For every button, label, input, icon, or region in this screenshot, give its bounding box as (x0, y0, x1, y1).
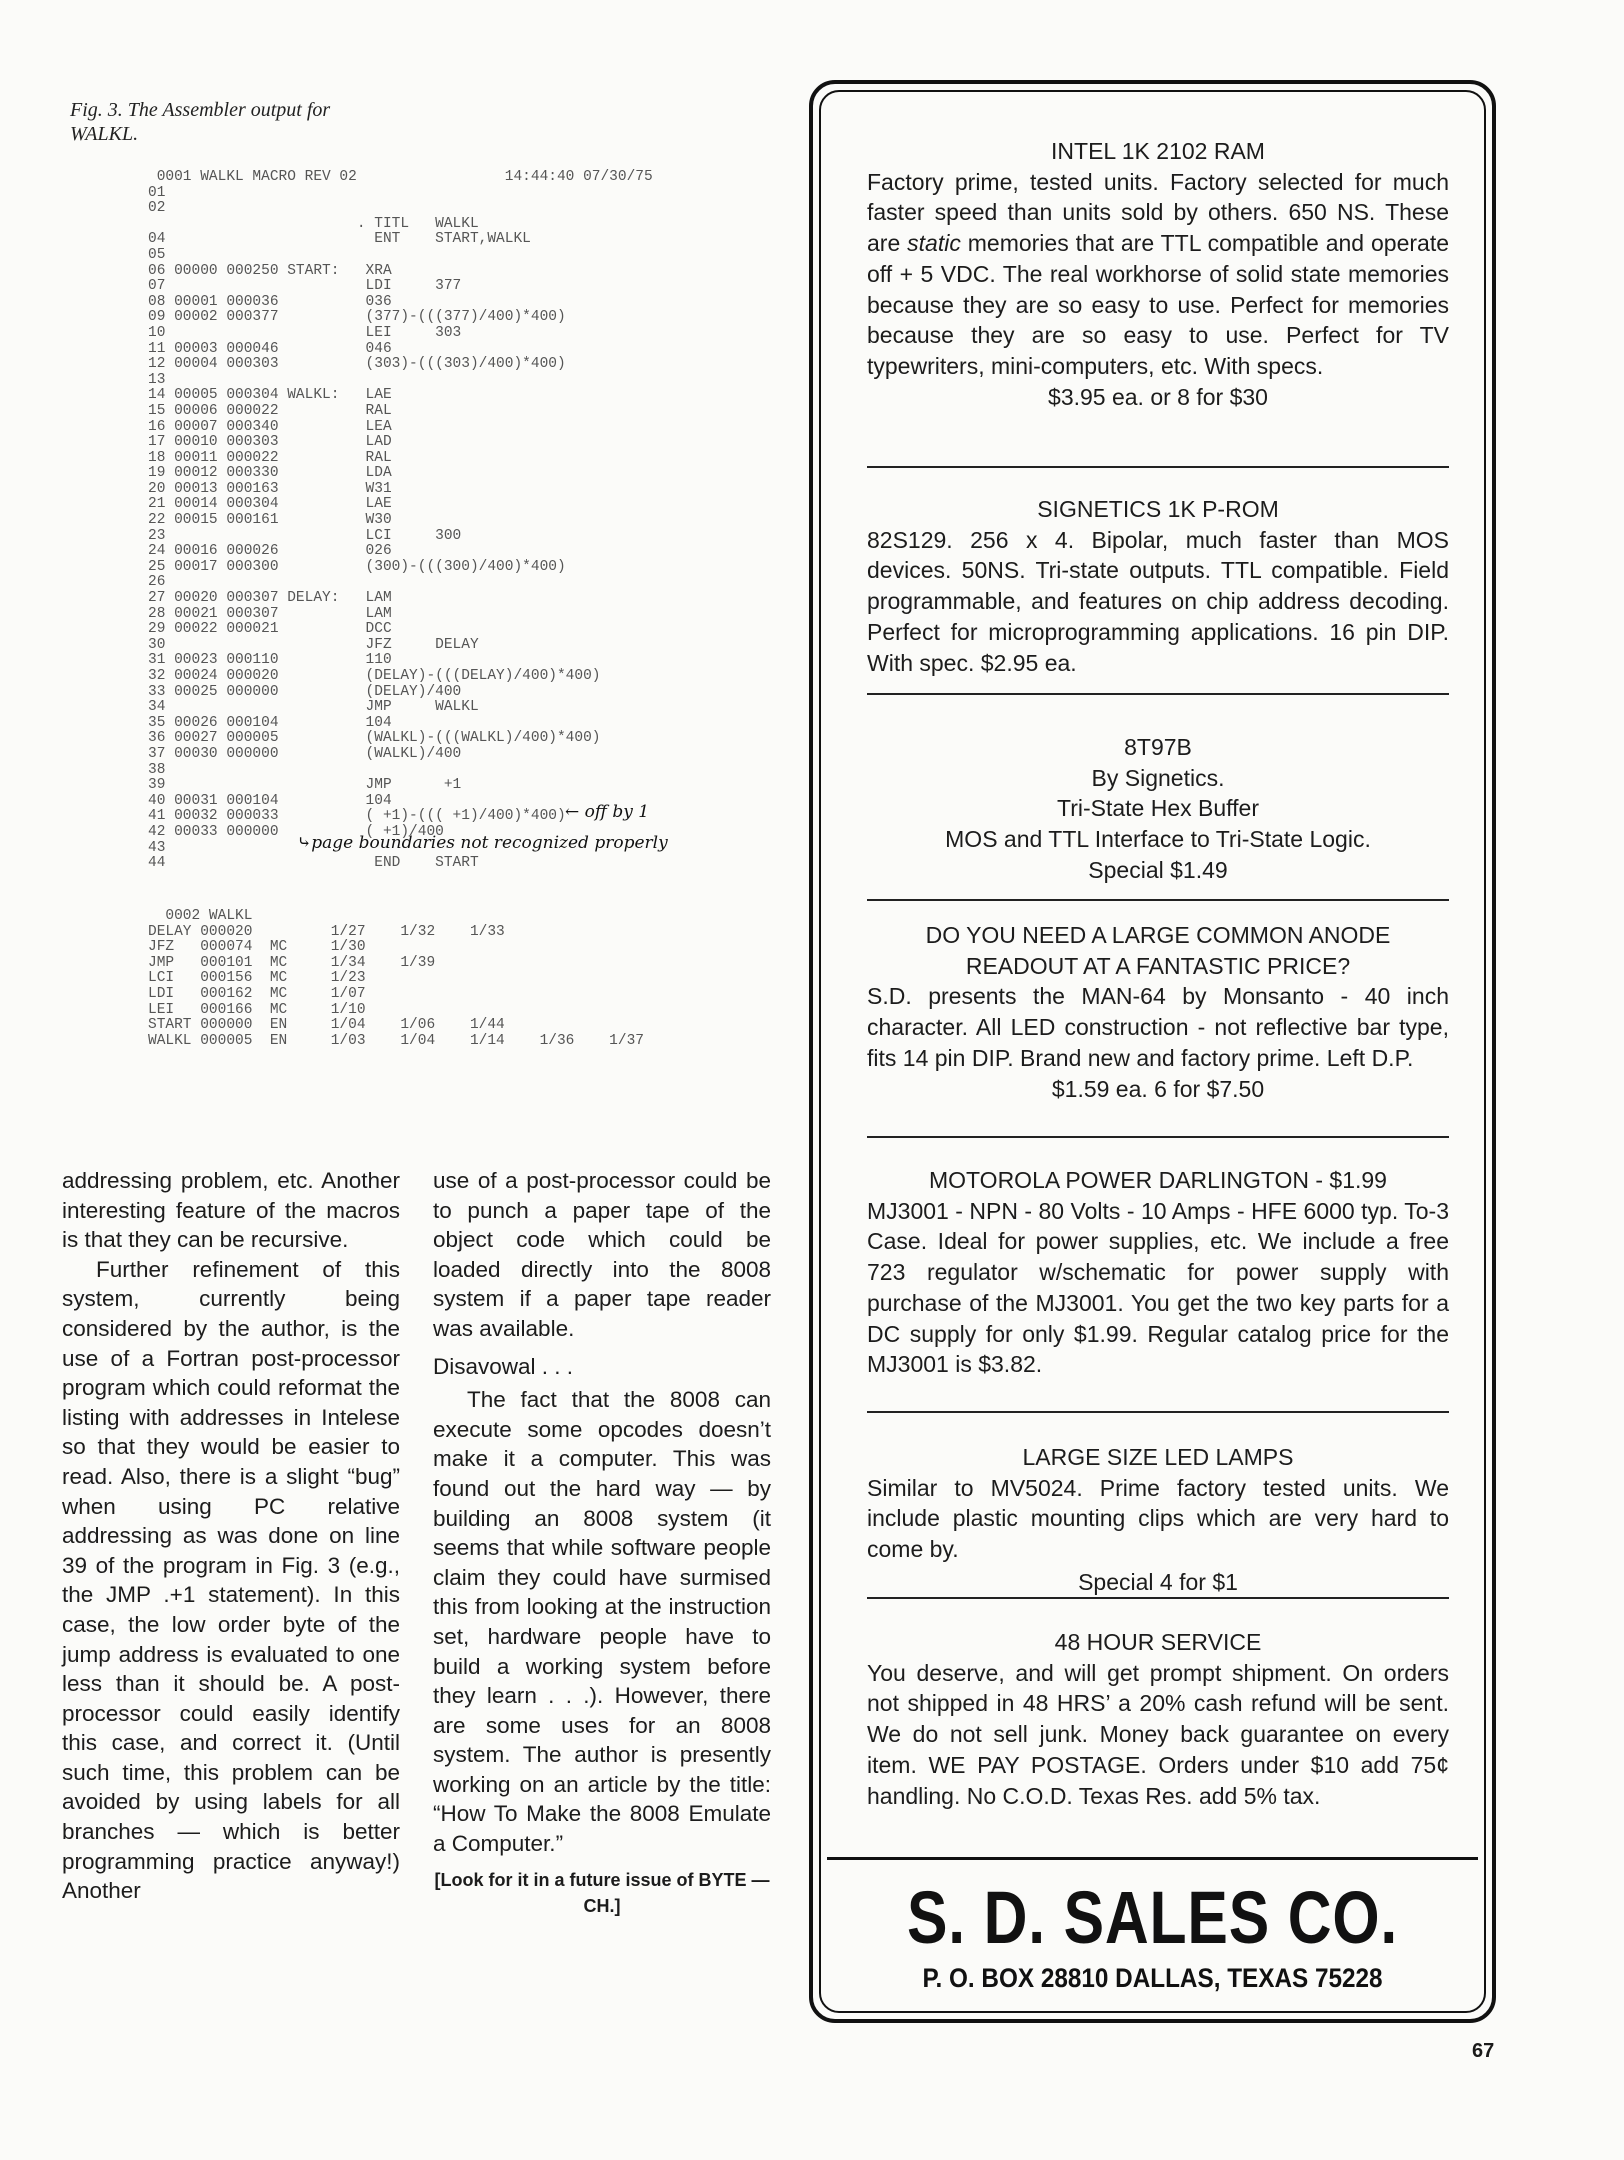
symbol-table-line: LCI 000156 MC 1/23 (148, 970, 366, 987)
listing-line: 10 LEI 303 (148, 324, 462, 341)
company-address: P. O. BOX 28810 DALLAS, TEXAS 75228 (922, 1963, 1383, 1993)
ad-heading: 8T97B (1124, 734, 1192, 760)
section-heading: Disavowal . . . (433, 1353, 574, 1379)
symbol-table (148, 909, 644, 1049)
listing-line: 22 00015 000161 W30 (148, 512, 392, 529)
paragraph: Further refinement of this system, currently being considered by the author, is the use of a Fortran post-processor program which could reformat the listing with addresses in Intelese so that they would be easier to read. Also, there is a slight “bug” when using PC relative addressing as was done on line 39 of the program in Fig. 3 (e.g., the JMP .+1 statement). In this case, the low order byte of the jump address is evaluated to one less than it should be. A post-processor could easily identify this case, and correct it. (Until such time, this problem can be avoided by using labels for all branches — which is better programming practice anyway!) Another (62, 1256, 400, 1904)
ad-8t97b (867, 732, 1449, 886)
listing-line: 29 00022 000021 DCC (148, 621, 392, 638)
listing-line: 13 (148, 371, 166, 388)
listing-line: 34 JMP WALKL (148, 699, 479, 716)
figure-caption (70, 98, 430, 146)
left-column (62, 1166, 400, 1906)
ad-heading: INTEL 1K 2102 RAM (1051, 138, 1265, 164)
listing-line: 27 00020 000307 DELAY: LAM (148, 590, 392, 607)
listing-line: 44 END START (148, 855, 479, 872)
listing-line: 15 00006 000022 RAL (148, 402, 392, 419)
ad-text: 82S129. 256 x 4. Bipolar, much faster than MOS devices. 50NS. Tri-state outputs. TTL compatible. Field programmable, and features on chip address decoding. Perfect for microprogramming applications. 16 pin DIP. With spec. $2.95 ea. (867, 526, 1449, 676)
listing-line: 28 00021 000307 LAM (148, 605, 392, 622)
ad-intel-ram (867, 136, 1449, 412)
ad-price: Special $1.49 (1088, 856, 1228, 883)
caption-line-2: WALKL. (70, 123, 139, 145)
company-banner (827, 1857, 1478, 2010)
listing-line: 05 (148, 246, 166, 263)
symbol-table-line: 0002 WALKL (148, 908, 253, 924)
listing-line: 07 LDI 377 (148, 278, 462, 295)
listing-line: 42 00033 000000 ( +1)/400 (148, 823, 444, 840)
ad-readout (867, 920, 1449, 1104)
listing-line: 37 00030 000000 (WALKL)/400 (148, 745, 462, 762)
ad-heading: MOTOROLA POWER DARLINGTON - $1.99 (929, 1167, 1387, 1193)
listing-line: 33 00025 000000 (DELAY)/400 (148, 683, 462, 700)
ad-text: Similar to MV5024. Prime factory tested units. We include plastic mounting clips which are very hard to come by. (867, 1474, 1449, 1563)
listing-line: 06 00000 000250 START: XRA (148, 262, 392, 279)
ad-line: MOS and TTL Interface to Tri-State Logic. (945, 826, 1371, 853)
listing-line: 08 00001 000036 036 (148, 293, 392, 310)
symbol-table-line: DELAY 000020 1/27 1/32 1/33 (148, 923, 505, 940)
divider (867, 1136, 1449, 1138)
ad-heading: DO YOU NEED A LARGE COMMON ANODE READOUT AT A FANTASTIC PRICE? (925, 922, 1391, 979)
symbol-table-line: WALKL 000005 EN 1/03 1/04 1/14 1/36 1/37 (148, 1032, 644, 1049)
divider (867, 899, 1449, 901)
ad-text: You deserve, and will get prompt shipment. On orders not shipped in 48 HRS’ a 20% cash refund will be sent. We do not sell junk. Money back guarantee on every item. WE PAY POSTAGE. Orders under $10 add 75¢ handling. No C.O.D. Texas Res. add 5% tax. (867, 1659, 1449, 1809)
ad-text: S.D. presents the MAN-64 by Monsanto - 40 inch character. All LED construction - not reflective bar type, fits 14 pin DIP. Brand new and factory prime. Left D.P. (867, 983, 1449, 1071)
listing-line: 11 00003 000046 046 (148, 340, 392, 357)
listing-line: 30 JFZ DELAY (148, 636, 479, 653)
listing-line: 09 00002 000377 (377)-(((377)/400)*400) (148, 309, 566, 326)
ad-text-part: memories that are TTL compatible and operate off + 5 VDC. The real workhorse of solid state memories because they are so easy to use. Perfect for memories because they are so easy to use. Perfect for TV typewriters, mini-computers, etc. With specs. (867, 230, 1449, 379)
listing-line: 32 00024 000020 (DELAY)-(((DELAY)/400)*400) (148, 668, 601, 684)
listing-line: 21 00014 000304 LAE (148, 496, 392, 513)
ad-line: By Signetics. (1091, 764, 1225, 791)
listing-line: 43 (148, 839, 166, 856)
symbol-table-line: JFZ 000074 MC 1/30 (148, 939, 366, 956)
sd-sales-advertisement (809, 80, 1496, 2023)
ad-inner-frame (819, 90, 1486, 2013)
ad-price: $1.59 ea. 6 for $7.50 (1051, 1075, 1265, 1102)
annotation-off-by-one: ← off by 1 (565, 802, 650, 822)
paragraph: addressing problem, etc. Another interesting feature of the macros is that they can be recursive. (62, 1168, 400, 1253)
listing-line: 16 00007 000340 LEA (148, 418, 392, 435)
ad-text: MJ3001 - NPN - 80 Volts - 10 Amps - HFE 6000 typ. To-3 Case. Ideal for power supplies, etc. We include a free 723 regulator w/schematic for power supply with purchase of the MJ3001. You get the two key parts for a DC supply for only $1.99. Regular catalog price for the MJ3001 is $3.82. (867, 1197, 1449, 1378)
listing-line: 02 (148, 200, 166, 217)
divider (867, 1597, 1449, 1599)
listing-line: 04 ENT START,WALKL (148, 231, 531, 248)
listing-line: 40 00031 000104 104 (148, 792, 392, 809)
annotation-page-boundaries: ⤷page boundaries not recognized properly (297, 833, 668, 853)
symbol-table-line: LDI 000162 MC 1/07 (148, 985, 366, 1002)
listing-line: 01 (148, 184, 166, 201)
ad-heading: 48 HOUR SERVICE (1054, 1629, 1262, 1655)
company-name: S. D. SALES CO. (906, 1876, 1399, 1959)
ad-line: Tri-State Hex Buffer (1057, 795, 1259, 822)
listing-line: 20 00013 000163 W31 (148, 480, 392, 497)
divider (867, 693, 1449, 695)
ad-service (867, 1627, 1449, 1811)
ad-led-lamps (867, 1442, 1449, 1598)
ad-text (867, 167, 1449, 382)
listing-line: 36 00027 000005 (WALKL)-(((WALKL)/400)*400) (148, 730, 601, 747)
listing-line: 0001 WALKL MACRO REV 02 14:44:40 07/30/75 (148, 169, 653, 185)
listing-line: 39 JMP +1 (148, 777, 462, 794)
symbol-table-line: START 000000 EN 1/04 1/06 1/44 (148, 1017, 505, 1034)
ad-heading: LARGE SIZE LED LAMPS (1022, 1444, 1294, 1470)
listing-line: 38 (148, 761, 166, 778)
middle-column (433, 1166, 771, 1919)
listing-line: 18 00011 000022 RAL (148, 449, 392, 466)
page-number: 67 (1472, 2040, 1495, 2062)
ad-darlington (867, 1165, 1449, 1380)
listing-line: 19 00012 000330 LDA (148, 465, 392, 482)
listing-line: 25 00017 000300 (300)-(((300)/400)*400) (148, 558, 566, 575)
ad-text-emphasis: static (907, 230, 961, 257)
assembler-listing (148, 170, 653, 872)
listing-line: 31 00023 000110 110 (148, 652, 392, 669)
divider (867, 466, 1449, 468)
divider (867, 1411, 1449, 1413)
listing-line: 17 00010 000303 LAD (148, 434, 392, 451)
listing-line: 23 LCI 300 (148, 527, 462, 544)
symbol-table-line: JMP 000101 MC 1/34 1/39 (148, 954, 436, 971)
editor-note: [Look for it in a future issue of BYTE — CH.] (434, 1869, 770, 1916)
listing-line: . TITL WALKL (148, 215, 479, 232)
paragraph: The fact that the 8008 can execute some opcodes doesn’t make it a computer. This was found out the hard way — by building an 8008 system (it seems that while software people claim they could have surmised this from looking at the instruction set, hardware people have to build a working system before they learn . . .). However, there are some uses for an 8008 system. The author is presently working on an article by the title: “How To Make the 8008 Emulate a Computer.” (433, 1387, 771, 1857)
listing-line: 14 00005 000304 WALKL: LAE (148, 387, 392, 404)
caption-line-1: Fig. 3. The Assembler output for (70, 99, 331, 121)
ad-signetics-prom (867, 494, 1449, 678)
ad-price: $3.95 ea. or 8 for $30 (1048, 383, 1268, 410)
symbol-table-line: LEI 000166 MC 1/10 (148, 1001, 366, 1018)
paragraph: use of a post-processor could be to punch a paper tape of the object code which could be loaded directly into the 8008 system if a paper tape reader was available. (433, 1168, 771, 1341)
listing-line: 41 00032 000033 ( +1)-((( +1)/400)*400) (148, 808, 566, 825)
ad-heading: SIGNETICS 1K P-ROM (1037, 496, 1279, 522)
listing-line: 26 (148, 574, 166, 591)
ad-price: Special 4 for $1 (1078, 1568, 1238, 1595)
listing-line: 12 00004 000303 (303)-(((303)/400)*400) (148, 356, 566, 373)
listing-line: 35 00026 000104 104 (148, 714, 392, 731)
listing-line: 24 00016 000026 026 (148, 543, 392, 560)
ad-text-part: Factory prime, tested units. Factory selected for much faster speed than units sold by others. 650 NS. These are (867, 168, 1449, 257)
